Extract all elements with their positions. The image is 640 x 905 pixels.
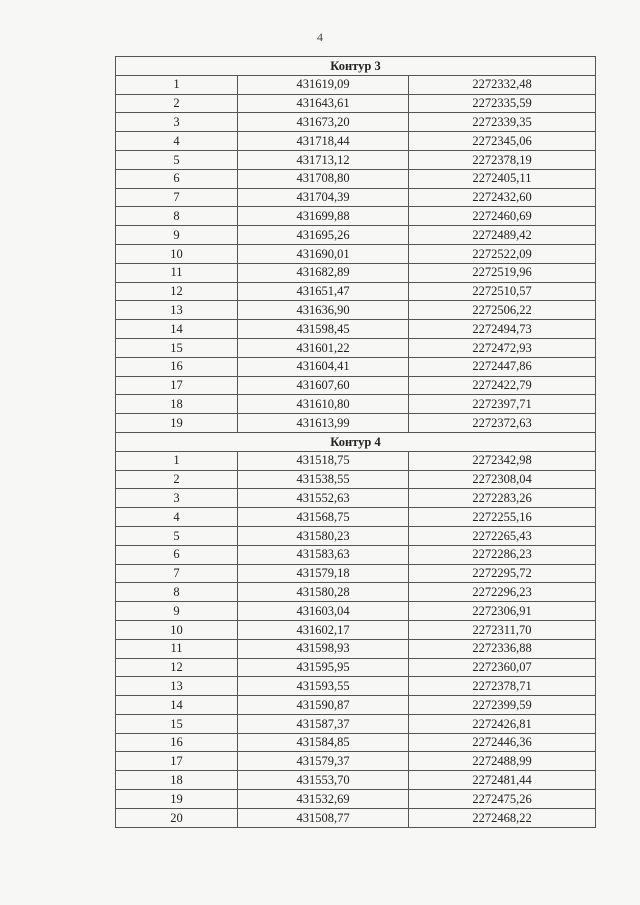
point-number-cell: 17 bbox=[116, 376, 238, 395]
point-number-cell: 6 bbox=[116, 169, 238, 188]
x-coordinate-cell: 431602,17 bbox=[238, 620, 409, 639]
point-number-cell: 2 bbox=[116, 470, 238, 489]
table-row bbox=[116, 169, 596, 188]
x-coordinate-cell: 431708,80 bbox=[238, 169, 409, 188]
x-coordinate-cell: 431651,47 bbox=[238, 282, 409, 301]
point-number-cell: 11 bbox=[116, 263, 238, 282]
table-row bbox=[116, 188, 596, 207]
y-coordinate-cell: 2272360,07 bbox=[409, 658, 596, 677]
point-number-cell: 3 bbox=[116, 113, 238, 132]
point-number-cell: 1 bbox=[116, 75, 238, 94]
x-coordinate-cell: 431552,63 bbox=[238, 489, 409, 508]
table-row bbox=[116, 620, 596, 639]
point-number-cell: 4 bbox=[116, 508, 238, 527]
point-number-cell: 1 bbox=[116, 451, 238, 470]
y-coordinate-cell: 2272460,69 bbox=[409, 207, 596, 226]
y-coordinate-cell: 2272295,72 bbox=[409, 564, 596, 583]
point-number-cell: 4 bbox=[116, 132, 238, 151]
x-coordinate-cell: 431613,99 bbox=[238, 414, 409, 433]
point-number-cell: 20 bbox=[116, 808, 238, 827]
x-coordinate-cell: 431583,63 bbox=[238, 545, 409, 564]
x-coordinate-cell: 431587,37 bbox=[238, 714, 409, 733]
x-coordinate-cell: 431580,23 bbox=[238, 526, 409, 545]
y-coordinate-cell: 2272468,22 bbox=[409, 808, 596, 827]
x-coordinate-cell: 431704,39 bbox=[238, 188, 409, 207]
table-row bbox=[116, 658, 596, 677]
y-coordinate-cell: 2272335,59 bbox=[409, 94, 596, 113]
point-number-cell: 16 bbox=[116, 733, 238, 752]
y-coordinate-cell: 2272265,43 bbox=[409, 526, 596, 545]
table-row bbox=[116, 150, 596, 169]
table-row bbox=[116, 752, 596, 771]
x-coordinate-cell: 431579,18 bbox=[238, 564, 409, 583]
y-coordinate-cell: 2272447,86 bbox=[409, 357, 596, 376]
table-row bbox=[116, 244, 596, 263]
y-coordinate-cell: 2272472,93 bbox=[409, 338, 596, 357]
y-coordinate-cell: 2272342,98 bbox=[409, 451, 596, 470]
y-coordinate-cell: 2272397,71 bbox=[409, 395, 596, 414]
point-number-cell: 5 bbox=[116, 150, 238, 169]
x-coordinate-cell: 431607,60 bbox=[238, 376, 409, 395]
x-coordinate-cell: 431580,28 bbox=[238, 583, 409, 602]
y-coordinate-cell: 2272522,09 bbox=[409, 244, 596, 263]
point-number-cell: 7 bbox=[116, 188, 238, 207]
table-row bbox=[116, 602, 596, 621]
table-row bbox=[116, 94, 596, 113]
table-row bbox=[116, 639, 596, 658]
point-number-cell: 2 bbox=[116, 94, 238, 113]
section-header-row bbox=[116, 432, 596, 451]
x-coordinate-cell: 431553,70 bbox=[238, 771, 409, 790]
coordinates-table-body bbox=[116, 57, 596, 828]
table-row bbox=[116, 808, 596, 827]
table-row bbox=[116, 545, 596, 564]
x-coordinate-cell: 431610,80 bbox=[238, 395, 409, 414]
coordinates-table bbox=[115, 56, 596, 828]
y-coordinate-cell: 2272405,11 bbox=[409, 169, 596, 188]
y-coordinate-cell: 2272399,59 bbox=[409, 696, 596, 715]
y-coordinate-cell: 2272378,71 bbox=[409, 677, 596, 696]
table-row bbox=[116, 75, 596, 94]
y-coordinate-cell: 2272519,96 bbox=[409, 263, 596, 282]
x-coordinate-cell: 431590,87 bbox=[238, 696, 409, 715]
y-coordinate-cell: 2272506,22 bbox=[409, 301, 596, 320]
point-number-cell: 15 bbox=[116, 714, 238, 733]
y-coordinate-cell: 2272336,88 bbox=[409, 639, 596, 658]
point-number-cell: 10 bbox=[116, 620, 238, 639]
x-coordinate-cell: 431604,41 bbox=[238, 357, 409, 376]
point-number-cell: 19 bbox=[116, 414, 238, 433]
y-coordinate-cell: 2272296,23 bbox=[409, 583, 596, 602]
y-coordinate-cell: 2272481,44 bbox=[409, 771, 596, 790]
table-row bbox=[116, 338, 596, 357]
point-number-cell: 12 bbox=[116, 282, 238, 301]
y-coordinate-cell: 2272306,91 bbox=[409, 602, 596, 621]
x-coordinate-cell: 431695,26 bbox=[238, 226, 409, 245]
table-row bbox=[116, 771, 596, 790]
y-coordinate-cell: 2272422,79 bbox=[409, 376, 596, 395]
table-row bbox=[116, 320, 596, 339]
point-number-cell: 16 bbox=[116, 357, 238, 376]
x-coordinate-cell: 431603,04 bbox=[238, 602, 409, 621]
table-row bbox=[116, 564, 596, 583]
point-number-cell: 14 bbox=[116, 320, 238, 339]
point-number-cell: 13 bbox=[116, 677, 238, 696]
table-row bbox=[116, 132, 596, 151]
section-title: Контур 4 bbox=[116, 432, 596, 451]
table-row bbox=[116, 508, 596, 527]
x-coordinate-cell: 431682,89 bbox=[238, 263, 409, 282]
x-coordinate-cell: 431593,55 bbox=[238, 677, 409, 696]
x-coordinate-cell: 431598,93 bbox=[238, 639, 409, 658]
table-row bbox=[116, 113, 596, 132]
point-number-cell: 18 bbox=[116, 771, 238, 790]
point-number-cell: 6 bbox=[116, 545, 238, 564]
y-coordinate-cell: 2272446,36 bbox=[409, 733, 596, 752]
point-number-cell: 13 bbox=[116, 301, 238, 320]
y-coordinate-cell: 2272345,06 bbox=[409, 132, 596, 151]
x-coordinate-cell: 431619,09 bbox=[238, 75, 409, 94]
x-coordinate-cell: 431636,90 bbox=[238, 301, 409, 320]
y-coordinate-cell: 2272308,04 bbox=[409, 470, 596, 489]
point-number-cell: 5 bbox=[116, 526, 238, 545]
y-coordinate-cell: 2272488,99 bbox=[409, 752, 596, 771]
table-row bbox=[116, 714, 596, 733]
y-coordinate-cell: 2272339,35 bbox=[409, 113, 596, 132]
x-coordinate-cell: 431595,95 bbox=[238, 658, 409, 677]
y-coordinate-cell: 2272255,16 bbox=[409, 508, 596, 527]
y-coordinate-cell: 2272283,26 bbox=[409, 489, 596, 508]
table-row bbox=[116, 301, 596, 320]
x-coordinate-cell: 431598,45 bbox=[238, 320, 409, 339]
table-row bbox=[116, 282, 596, 301]
table-row bbox=[116, 489, 596, 508]
point-number-cell: 11 bbox=[116, 639, 238, 658]
page-number: 4 bbox=[317, 30, 323, 44]
table-row bbox=[116, 677, 596, 696]
x-coordinate-cell: 431690,01 bbox=[238, 244, 409, 263]
point-number-cell: 17 bbox=[116, 752, 238, 771]
point-number-cell: 7 bbox=[116, 564, 238, 583]
y-coordinate-cell: 2272510,57 bbox=[409, 282, 596, 301]
y-coordinate-cell: 2272372,63 bbox=[409, 414, 596, 433]
table-row bbox=[116, 263, 596, 282]
table-row bbox=[116, 733, 596, 752]
point-number-cell: 10 bbox=[116, 244, 238, 263]
section-title: Контур 3 bbox=[116, 57, 596, 76]
point-number-cell: 18 bbox=[116, 395, 238, 414]
table-row bbox=[116, 451, 596, 470]
x-coordinate-cell: 431601,22 bbox=[238, 338, 409, 357]
point-number-cell: 9 bbox=[116, 226, 238, 245]
y-coordinate-cell: 2272332,48 bbox=[409, 75, 596, 94]
x-coordinate-cell: 431584,85 bbox=[238, 733, 409, 752]
x-coordinate-cell: 431718,44 bbox=[238, 132, 409, 151]
x-coordinate-cell: 431643,61 bbox=[238, 94, 409, 113]
table-row bbox=[116, 526, 596, 545]
table-row bbox=[116, 357, 596, 376]
table-row bbox=[116, 414, 596, 433]
table-row bbox=[116, 376, 596, 395]
y-coordinate-cell: 2272475,26 bbox=[409, 790, 596, 809]
y-coordinate-cell: 2272489,42 bbox=[409, 226, 596, 245]
y-coordinate-cell: 2272494,73 bbox=[409, 320, 596, 339]
x-coordinate-cell: 431508,77 bbox=[238, 808, 409, 827]
x-coordinate-cell: 431699,88 bbox=[238, 207, 409, 226]
table-row bbox=[116, 583, 596, 602]
x-coordinate-cell: 431713,12 bbox=[238, 150, 409, 169]
x-coordinate-cell: 431568,75 bbox=[238, 508, 409, 527]
x-coordinate-cell: 431579,37 bbox=[238, 752, 409, 771]
point-number-cell: 15 bbox=[116, 338, 238, 357]
point-number-cell: 19 bbox=[116, 790, 238, 809]
table-row bbox=[116, 226, 596, 245]
table-row bbox=[116, 207, 596, 226]
y-coordinate-cell: 2272432,60 bbox=[409, 188, 596, 207]
point-number-cell: 8 bbox=[116, 583, 238, 602]
y-coordinate-cell: 2272286,23 bbox=[409, 545, 596, 564]
table-row bbox=[116, 395, 596, 414]
x-coordinate-cell: 431673,20 bbox=[238, 113, 409, 132]
y-coordinate-cell: 2272311,70 bbox=[409, 620, 596, 639]
y-coordinate-cell: 2272378,19 bbox=[409, 150, 596, 169]
table-row bbox=[116, 470, 596, 489]
section-header-row bbox=[116, 57, 596, 76]
table-row bbox=[116, 790, 596, 809]
y-coordinate-cell: 2272426,81 bbox=[409, 714, 596, 733]
point-number-cell: 9 bbox=[116, 602, 238, 621]
x-coordinate-cell: 431532,69 bbox=[238, 790, 409, 809]
point-number-cell: 3 bbox=[116, 489, 238, 508]
x-coordinate-cell: 431538,55 bbox=[238, 470, 409, 489]
table-row bbox=[116, 696, 596, 715]
point-number-cell: 14 bbox=[116, 696, 238, 715]
x-coordinate-cell: 431518,75 bbox=[238, 451, 409, 470]
point-number-cell: 8 bbox=[116, 207, 238, 226]
point-number-cell: 12 bbox=[116, 658, 238, 677]
